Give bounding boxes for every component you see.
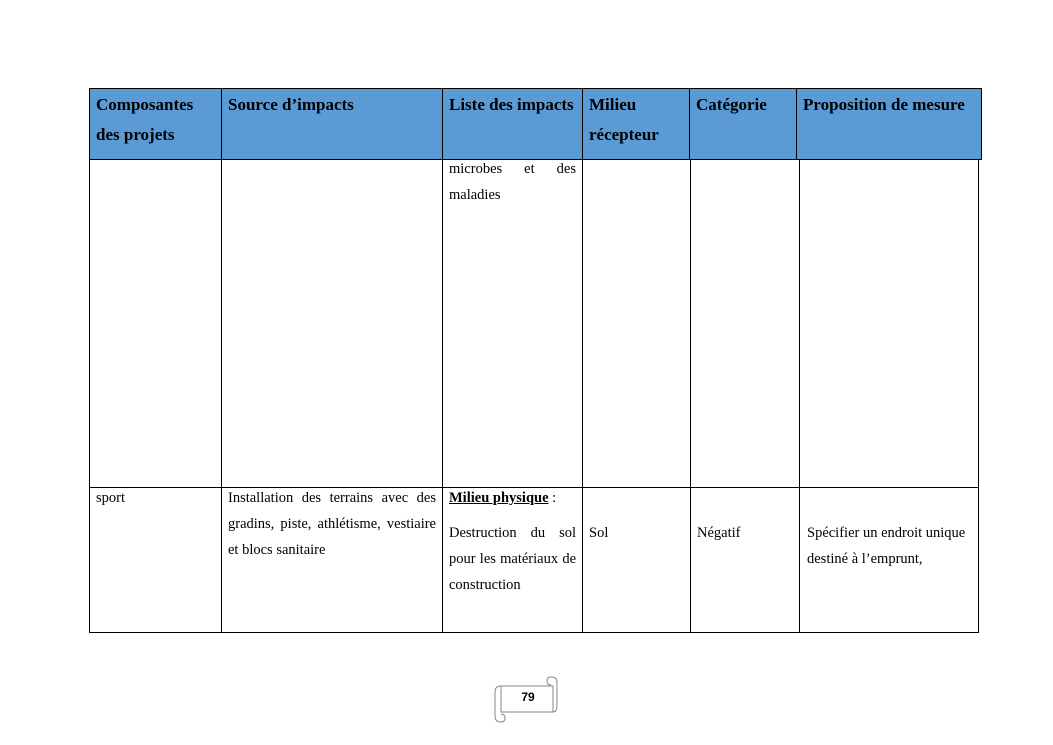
row2-source <box>222 485 442 563</box>
column-divider <box>690 159 691 632</box>
header-mesure: Proposition de mesure <box>803 95 965 114</box>
text-line: pour les matériaux de <box>449 551 576 567</box>
table-body <box>89 159 979 633</box>
row1-impacts-line2: maladies <box>449 187 501 203</box>
heading-suffix: : <box>548 490 557 506</box>
text-word: microbes <box>449 161 503 177</box>
text-line: et blocs sanitaire <box>228 542 326 558</box>
milieu-physique-label: Milieu physique <box>449 490 549 506</box>
row2-impacts <box>443 485 582 598</box>
header-composantes: Composantes des projets <box>90 89 222 159</box>
text-line: Installation des terrains avec des <box>228 490 436 506</box>
text-line: Destruction du sol <box>449 525 576 541</box>
impacts-heading <box>449 485 576 511</box>
text-line: construction <box>449 577 521 593</box>
page-number: 79 <box>521 690 535 704</box>
row1-impacts-line1 <box>449 156 576 182</box>
text-line: gradins, piste, athlétisme, vestiaire <box>228 516 436 532</box>
row2-milieu: Sol <box>589 525 609 541</box>
row2-composante: sport <box>96 490 125 506</box>
row2-categorie: Négatif <box>697 525 741 541</box>
text-word: et <box>524 161 535 177</box>
text-line: destiné à l’emprunt, <box>807 551 923 567</box>
header-categorie: Catégorie <box>690 89 797 159</box>
text-word: des <box>556 161 576 177</box>
header-liste-impacts: Liste des impacts <box>443 89 583 159</box>
row2-mesure <box>800 520 980 572</box>
row1-impacts <box>443 156 582 208</box>
text-line: Spécifier un endroit unique <box>807 525 966 541</box>
column-divider <box>582 159 583 632</box>
table-header-row <box>89 88 982 160</box>
header-source: Source d’impacts <box>222 89 443 159</box>
header-milieu: Milieu récepteur <box>583 89 690 159</box>
